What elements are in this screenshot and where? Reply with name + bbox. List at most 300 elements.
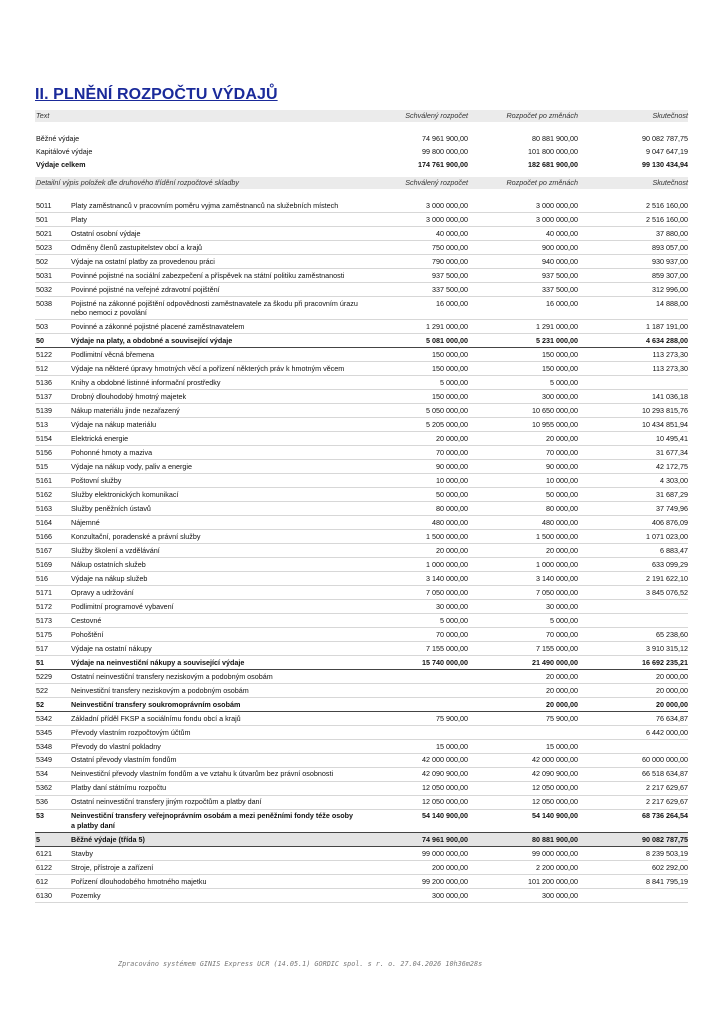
table-row	[35, 283, 688, 297]
row-label: Nákup materiálu jinde nezařazený	[71, 405, 180, 415]
row-after: 20 000,00	[546, 699, 578, 709]
row-approved: 15 000,00	[436, 741, 468, 751]
row-approved: 150 000,00	[432, 391, 468, 401]
row-code: 5136	[36, 377, 52, 387]
summary-after: 101 800 000,00	[528, 147, 578, 156]
table-row	[35, 768, 688, 782]
row-actual: 10 434 851,94	[642, 419, 688, 429]
row-actual	[578, 891, 688, 900]
row-code: 5175	[36, 629, 52, 639]
row-code: 503	[36, 321, 48, 331]
detail-header-after: Rozpočet po změnách	[506, 178, 578, 187]
row-actual: 859 307,00	[652, 270, 688, 280]
row-approved: 1 291 000,00	[426, 321, 468, 331]
summary-approved: 99 800 000,00	[422, 147, 468, 156]
table-row	[35, 199, 688, 213]
detail-header-approved: Schválený rozpočet	[405, 178, 468, 187]
table-row	[35, 516, 688, 530]
row-approved: 750 000,00	[432, 242, 468, 252]
row-after: 12 050 000,00	[532, 783, 578, 793]
row-code: 5031	[36, 270, 52, 280]
row-approved: 20 000,00	[436, 433, 468, 443]
table-row	[35, 810, 688, 833]
row-label: Ostatní převody vlastním fondům	[71, 755, 177, 765]
row-label: Výdaje na ostatní nákupy	[71, 643, 152, 653]
table-row	[35, 558, 688, 572]
row-code: 536	[36, 797, 48, 807]
row-code: 612	[36, 876, 48, 886]
row-label: Povinné pojistné na veřejné zdravotní pojištění	[71, 284, 220, 294]
row-approved: 99 000 000,00	[422, 848, 468, 858]
summary-header-approved: Schválený rozpočet	[405, 111, 468, 120]
row-actual: 65 238,60	[656, 629, 688, 639]
row-actual: 3 910 315,12	[646, 643, 688, 653]
row-approved: 80 000,00	[436, 503, 468, 513]
row-after: 40 000,00	[546, 228, 578, 238]
row-label: Neinvestiční transfery veřejnoprávním osobám a mezi peněžními fondy téže osoby a platby daní	[71, 811, 353, 830]
row-after: 3 000 000,00	[536, 200, 578, 210]
summary-approved: 174 761 900,00	[418, 160, 468, 169]
row-after: 150 000,00	[542, 349, 578, 359]
row-label: Platy	[71, 214, 87, 224]
row-after: 99 000 000,00	[532, 848, 578, 858]
row-actual: 113 273,30	[652, 363, 688, 373]
detail-header-text: Detailní výpis položek dle druhového třídění rozpočtové skladby	[36, 178, 239, 187]
row-code: 6122	[36, 862, 52, 872]
table-row	[35, 628, 688, 642]
row-label: Cestovné	[71, 615, 102, 625]
table-row	[35, 488, 688, 502]
row-approved: 15 740 000,00	[422, 657, 468, 667]
row-after: 5 231 000,00	[536, 335, 578, 345]
table-row	[35, 213, 688, 227]
row-actual: 20 000,00	[656, 685, 688, 695]
table-row	[35, 833, 688, 847]
row-approved: 1 500 000,00	[426, 531, 468, 541]
table-row	[35, 418, 688, 432]
row-label: Služby školení a vzdělávání	[71, 545, 160, 555]
detail-header	[35, 177, 688, 189]
row-after: 70 000,00	[546, 447, 578, 457]
summary-header-actual: Skutečnost	[652, 111, 688, 120]
row-code: 6121	[36, 848, 52, 858]
summary-actual: 99 130 434,94	[642, 160, 688, 169]
row-after: 900 000,00	[542, 242, 578, 252]
row-code: 5172	[36, 601, 52, 611]
table-row	[35, 241, 688, 255]
report-page	[35, 86, 688, 903]
row-code: 534	[36, 769, 48, 779]
row-actual: 8 239 503,19	[646, 848, 688, 858]
row-code: 5023	[36, 242, 52, 252]
row-actual: 68 736 264,54	[642, 811, 688, 821]
row-approved: 200 000,00	[432, 862, 468, 872]
row-code: 5345	[36, 727, 52, 737]
row-label: Pojistné na zákonné pojištění odpovědnosti zaměstnavatele za škodu při pracovním úrazu nebo nemoci z povolání	[71, 298, 358, 317]
row-approved: 7 155 000,00	[426, 643, 468, 653]
summary-approved: 74 961 900,00	[422, 134, 468, 143]
row-actual: 406 876,09	[652, 517, 688, 527]
row-approved: 790 000,00	[432, 256, 468, 266]
row-after	[468, 728, 578, 737]
row-approved	[364, 700, 468, 709]
row-approved: 42 000 000,00	[422, 755, 468, 765]
table-row	[35, 530, 688, 544]
row-after: 337 500,00	[542, 284, 578, 294]
row-after: 80 881 900,00	[532, 834, 578, 844]
summary-actual: 9 047 647,19	[646, 147, 688, 156]
row-actual: 42 172,75	[656, 461, 688, 471]
row-after: 20 000,00	[546, 433, 578, 443]
row-label: Výdaje na neinvestiční nákupy a související výdaje	[71, 657, 245, 667]
row-code: 52	[36, 699, 44, 709]
row-actual: 4 634 288,00	[646, 335, 688, 345]
row-approved: 5 050 000,00	[426, 405, 468, 415]
row-code: 502	[36, 256, 48, 266]
row-after: 10 000,00	[546, 475, 578, 485]
detail-header-actual: Skutečnost	[652, 178, 688, 187]
row-actual: 20 000,00	[656, 671, 688, 681]
row-actual: 2 217 629,67	[646, 797, 688, 807]
row-actual: 90 082 787,75	[642, 834, 688, 844]
row-after: 300 000,00	[542, 391, 578, 401]
row-code: 5173	[36, 615, 52, 625]
table-row	[35, 544, 688, 558]
row-label: Pohoštění	[71, 629, 104, 639]
row-label: Základní příděl FKSP a sociálnímu fondu obcí a krajů	[71, 713, 241, 723]
row-code: 5122	[36, 349, 52, 359]
row-approved: 54 140 900,00	[422, 811, 468, 821]
summary-actual: 90 082 787,75	[642, 134, 688, 143]
row-approved: 150 000,00	[432, 363, 468, 373]
row-actual: 66 518 634,87	[642, 769, 688, 779]
row-approved	[364, 686, 468, 695]
row-approved: 300 000,00	[432, 890, 468, 900]
row-code: 5362	[36, 783, 52, 793]
row-approved: 12 050 000,00	[422, 797, 468, 807]
table-row	[35, 320, 688, 334]
row-after: 940 000,00	[542, 256, 578, 266]
table-row	[35, 642, 688, 656]
row-after: 7 155 000,00	[536, 643, 578, 653]
row-code: 5	[36, 834, 40, 844]
row-approved	[364, 728, 468, 737]
row-code: 51	[36, 657, 44, 667]
row-actual	[578, 602, 688, 611]
row-label: Drobný dlouhodobý hmotný majetek	[71, 391, 187, 401]
row-actual: 312 996,00	[652, 284, 688, 294]
row-approved: 30 000,00	[436, 601, 468, 611]
row-after: 15 000,00	[546, 741, 578, 751]
row-label: Pořízení dlouhodobého hmotného majetku	[71, 876, 207, 886]
row-label: Pozemky	[71, 890, 101, 900]
summary-header-text: Text	[36, 111, 50, 120]
row-actual: 10 495,41	[656, 433, 688, 443]
row-after: 480 000,00	[542, 517, 578, 527]
row-actual: 893 057,00	[652, 242, 688, 252]
row-label: Služby peněžních ústavů	[71, 503, 151, 513]
row-after: 42 000 000,00	[532, 755, 578, 765]
row-approved: 480 000,00	[432, 517, 468, 527]
row-after: 12 050 000,00	[532, 797, 578, 807]
row-approved: 5 000,00	[440, 615, 468, 625]
row-code: 513	[36, 419, 48, 429]
row-after: 75 900,00	[546, 713, 578, 723]
row-label: Výdaje na některé úpravy hmotných věcí a pořízení některých práv k hmotným věcem	[71, 363, 345, 373]
row-approved: 150 000,00	[432, 349, 468, 359]
row-label: Nájemné	[71, 517, 100, 527]
row-code: 5166	[36, 531, 52, 541]
row-actual: 16 692 235,21	[642, 657, 688, 667]
row-label: Nákup ostatních služeb	[71, 559, 146, 569]
footer-note: Zpracováno systémem GINIS Express UCR (14.05.1) GORDIC spol. s r. o. 27.04.2026 10h36m28s	[118, 960, 483, 968]
row-approved: 74 961 900,00	[422, 834, 468, 844]
row-approved: 3 140 000,00	[426, 573, 468, 583]
table-row	[35, 432, 688, 446]
row-label: Elektrická energie	[71, 433, 129, 443]
row-label: Povinné pojistné na sociální zabezpečení a příspěvek na státní politiku zaměstnanosti	[71, 270, 345, 280]
row-actual: 31 687,29	[656, 489, 688, 499]
row-actual	[578, 742, 688, 751]
row-approved: 50 000,00	[436, 489, 468, 499]
row-code: 501	[36, 214, 48, 224]
row-code: 5163	[36, 503, 52, 513]
row-label: Podlimitní věcná břemena	[71, 349, 155, 359]
row-label: Běžné výdaje (třída 5)	[71, 834, 145, 844]
row-code: 5021	[36, 228, 52, 238]
row-label: Platby daní státnímu rozpočtu	[71, 783, 167, 793]
table-row	[35, 446, 688, 460]
row-approved: 75 900,00	[436, 713, 468, 723]
row-actual	[578, 378, 688, 387]
row-actual: 2 516 160,00	[646, 200, 688, 210]
row-actual: 20 000,00	[656, 699, 688, 709]
row-after: 20 000,00	[546, 545, 578, 555]
row-code: 5171	[36, 587, 52, 597]
row-approved: 20 000,00	[436, 545, 468, 555]
row-actual: 3 845 076,52	[646, 587, 688, 597]
summary-after: 182 681 900,00	[528, 160, 578, 169]
row-after: 21 490 000,00	[532, 657, 578, 667]
row-code: 5342	[36, 713, 52, 723]
row-after: 1 500 000,00	[536, 531, 578, 541]
row-code: 5161	[36, 475, 52, 485]
summary-row	[35, 158, 688, 171]
table-row	[35, 362, 688, 376]
row-code: 522	[36, 685, 48, 695]
row-after: 101 200 000,00	[528, 876, 578, 886]
row-label: Stroje, přístroje a zařízení	[71, 862, 154, 872]
table-row	[35, 404, 688, 418]
row-code: 5169	[36, 559, 52, 569]
table-row	[35, 875, 688, 889]
summary-label: Výdaje celkem	[36, 160, 86, 169]
row-label: Konzultační, poradenské a právní služby	[71, 531, 201, 541]
row-label: Výdaje na nákup materiálu	[71, 419, 157, 429]
row-approved: 70 000,00	[436, 447, 468, 457]
row-approved: 7 050 000,00	[426, 587, 468, 597]
row-label: Převody vlastním rozpočtovým účtům	[71, 727, 191, 737]
row-approved: 5 000,00	[440, 377, 468, 387]
detail-table	[35, 199, 688, 903]
row-after: 7 050 000,00	[536, 587, 578, 597]
row-actual: 2 191 622,10	[646, 573, 688, 583]
table-row	[35, 670, 688, 684]
table-row	[35, 698, 688, 712]
row-actual: 2 516 160,00	[646, 214, 688, 224]
row-actual: 4 303,00	[660, 475, 688, 485]
table-row	[35, 796, 688, 810]
table-row	[35, 656, 688, 670]
row-approved	[364, 672, 468, 681]
row-label: Povinné a zákonné pojistné placené zaměstnavatelem	[71, 321, 245, 331]
row-approved: 937 500,00	[432, 270, 468, 280]
row-label: Ostatní neinvestiční transfery jiným rozpočtům a platby daní	[71, 797, 262, 807]
row-code: 5164	[36, 517, 52, 527]
row-actual: 633 099,29	[652, 559, 688, 569]
row-approved: 42 090 900,00	[422, 769, 468, 779]
row-after: 3 140 000,00	[536, 573, 578, 583]
row-approved: 1 000 000,00	[426, 559, 468, 569]
row-approved: 337 500,00	[432, 284, 468, 294]
row-after: 42 090 900,00	[532, 769, 578, 779]
table-row	[35, 754, 688, 768]
row-label: Neinvestiční transfery neziskovým a podobným osobám	[71, 685, 249, 695]
row-actual: 6 883,47	[660, 545, 688, 555]
row-code: 5038	[36, 298, 52, 308]
row-label: Výdaje na nákup služeb	[71, 573, 148, 583]
row-code: 6130	[36, 890, 52, 900]
row-actual: 14 888,00	[656, 298, 688, 308]
table-row	[35, 297, 688, 320]
table-row	[35, 889, 688, 903]
row-after: 90 000,00	[546, 461, 578, 471]
table-row	[35, 861, 688, 875]
row-actual	[578, 616, 688, 625]
table-row	[35, 740, 688, 754]
row-actual: 1 187 191,00	[646, 321, 688, 331]
row-actual: 37 880,00	[656, 228, 688, 238]
row-code: 5348	[36, 741, 52, 751]
table-row	[35, 376, 688, 390]
row-after: 937 500,00	[542, 270, 578, 280]
row-after: 20 000,00	[546, 685, 578, 695]
row-label: Výdaje na ostatní platby za provedenou práci	[71, 256, 215, 266]
row-actual: 141 036,18	[652, 391, 688, 401]
row-actual: 6 442 000,00	[646, 727, 688, 737]
table-row	[35, 255, 688, 269]
row-actual: 113 273,30	[652, 349, 688, 359]
row-approved: 99 200 000,00	[422, 876, 468, 886]
row-label: Podlimitní programové vybavení	[71, 601, 174, 611]
row-label: Ostatní osobní výdaje	[71, 228, 141, 238]
table-row	[35, 334, 688, 348]
row-code: 5156	[36, 447, 52, 457]
table-row	[35, 684, 688, 698]
row-after: 10 955 000,00	[532, 419, 578, 429]
row-approved: 12 050 000,00	[422, 783, 468, 793]
row-after: 80 000,00	[546, 503, 578, 513]
row-label: Výdaje na nákup vody, paliv a energie	[71, 461, 192, 471]
row-approved: 40 000,00	[436, 228, 468, 238]
table-row	[35, 572, 688, 586]
row-after: 2 200 000,00	[536, 862, 578, 872]
row-actual: 2 217 629,67	[646, 783, 688, 793]
row-code: 5349	[36, 755, 52, 765]
row-after: 1 291 000,00	[536, 321, 578, 331]
row-code: 5032	[36, 284, 52, 294]
row-label: Neinvestiční transfery soukromoprávním osobám	[71, 699, 241, 709]
table-row	[35, 847, 688, 861]
row-after: 1 000 000,00	[536, 559, 578, 569]
row-actual: 60 000 000,00	[642, 755, 688, 765]
row-approved: 70 000,00	[436, 629, 468, 639]
row-code: 515	[36, 461, 48, 471]
summary-table	[35, 132, 688, 171]
row-after: 5 000,00	[550, 615, 578, 625]
row-code: 5229	[36, 671, 52, 681]
row-approved: 5 081 000,00	[426, 335, 468, 345]
table-row	[35, 460, 688, 474]
table-row	[35, 390, 688, 404]
row-after: 54 140 900,00	[532, 811, 578, 821]
row-code: 5137	[36, 391, 52, 401]
summary-row	[35, 145, 688, 158]
row-approved: 3 000 000,00	[426, 200, 468, 210]
row-approved: 16 000,00	[436, 298, 468, 308]
row-actual: 10 293 815,76	[642, 405, 688, 415]
row-code: 517	[36, 643, 48, 653]
row-code: 5167	[36, 545, 52, 555]
row-code: 5162	[36, 489, 52, 499]
row-after: 300 000,00	[542, 890, 578, 900]
row-after: 50 000,00	[546, 489, 578, 499]
table-row	[35, 269, 688, 283]
row-label: Poštovní služby	[71, 475, 122, 485]
table-row	[35, 614, 688, 628]
row-code: 5011	[36, 200, 52, 210]
row-after: 20 000,00	[546, 671, 578, 681]
row-label: Stavby	[71, 848, 93, 858]
row-label: Knihy a obdobné listinné informační prostředky	[71, 377, 221, 387]
row-actual: 31 677,34	[656, 447, 688, 457]
row-approved: 3 000 000,00	[426, 214, 468, 224]
row-actual: 602 292,00	[652, 862, 688, 872]
row-after: 10 650 000,00	[532, 405, 578, 415]
row-code: 53	[36, 811, 44, 821]
row-after: 150 000,00	[542, 363, 578, 373]
page-title: II. PLNĚNÍ ROZPOČTU VÝDAJŮ	[35, 86, 278, 103]
row-approved: 90 000,00	[436, 461, 468, 471]
summary-row	[35, 132, 688, 145]
row-label: Platy zaměstnanců v pracovním poměru vyjma zaměstnanců na služebních místech	[71, 200, 339, 210]
row-approved: 5 205 000,00	[426, 419, 468, 429]
row-label: Opravy a udržování	[71, 587, 134, 597]
table-row	[35, 600, 688, 614]
table-row	[35, 712, 688, 726]
row-label: Odměny členů zastupitelstev obcí a krajů	[71, 242, 203, 252]
table-row	[35, 348, 688, 362]
row-actual: 37 749,96	[656, 503, 688, 513]
summary-label: Kapitálové výdaje	[36, 147, 93, 156]
summary-header	[35, 110, 688, 122]
row-after: 5 000,00	[550, 377, 578, 387]
row-after: 30 000,00	[546, 601, 578, 611]
table-row	[35, 474, 688, 488]
row-label: Neinvestiční převody vlastním fondům a ve vztahu k útvarům bez právní osobnosti	[71, 769, 334, 779]
row-code: 5154	[36, 433, 52, 443]
row-after: 70 000,00	[546, 629, 578, 639]
